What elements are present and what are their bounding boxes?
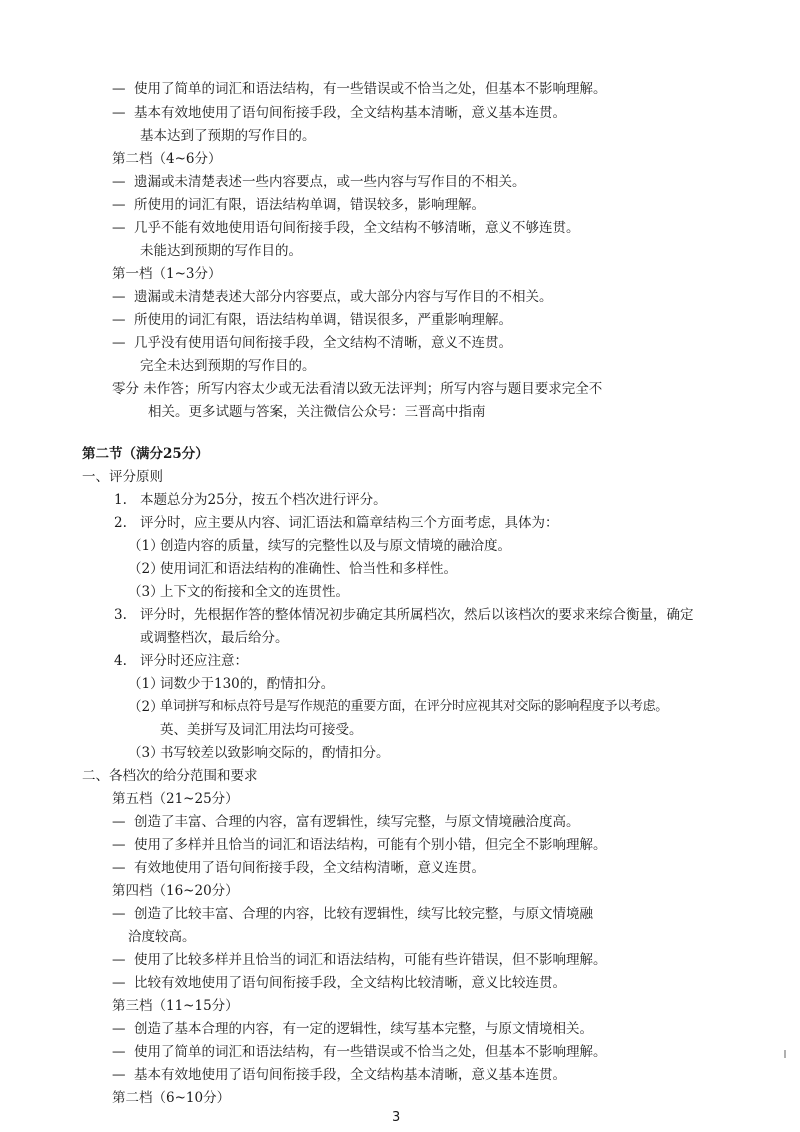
scan-edge-mark xyxy=(784,1050,786,1058)
rule-text: 评分时，应主要从内容、词汇语法和篇章结构三个方面考虑，具体为： xyxy=(140,515,559,531)
sub-item-text: 创造内容的质量，续写的完整性以及与原文情境的融洽度。 xyxy=(160,538,511,554)
rule-text: 评分时还应注意： xyxy=(140,653,248,669)
sub-item-number: （2） xyxy=(128,699,164,715)
bullet-dash: — xyxy=(112,975,126,991)
goal-note: 完全未达到预期的写作目的。 xyxy=(140,358,316,374)
item-number: 2. xyxy=(114,515,127,531)
criterion-line: 创造了基本合理的内容，有一定的逻辑性，续写基本完整，与原文情境相关。 xyxy=(134,1021,593,1037)
bullet-dash: — xyxy=(112,197,126,213)
criterion-line-continued: 洽度较高。 xyxy=(128,929,196,945)
bullet-dash: — xyxy=(112,335,126,351)
level-title: 第二档（6~10分） xyxy=(112,1090,231,1106)
level-title: 第三档（11~15分） xyxy=(112,998,239,1014)
page-number: 3 xyxy=(392,1110,401,1125)
criterion-line: 使用了比较多样并且恰当的词汇和语法结构，可能有些许错误，但不影响理解。 xyxy=(134,952,607,968)
sub-item-number: （1） xyxy=(128,676,164,692)
criterion-line: 遗漏或未清楚表述一些内容要点，或一些内容与写作目的不相关。 xyxy=(134,174,526,190)
zero-score-line: 相关。更多试题与答案，关注微信公众号：三晋高中指南 xyxy=(148,404,486,420)
bullet-dash: — xyxy=(112,312,126,328)
criterion-line: 使用了简单的词汇和语法结构，有一些错误或不恰当之处，但基本不影响理解。 xyxy=(134,81,607,97)
criterion-line: 使用了简单的词汇和语法结构，有一些错误或不恰当之处，但基本不影响理解。 xyxy=(134,1044,607,1060)
sub-item-text: 单词拼写和标点符号是写作规范的重要方面，在评分时应视其对交际的影响程度予以考虑。 xyxy=(160,699,669,714)
criterion-line: 使用了多样并且恰当的词汇和语法结构，可能有个别小错，但完全不影响理解。 xyxy=(134,837,607,853)
criterion-line: 基本有效地使用了语句间衔接手段，全文结构基本清晰，意义基本连贯。 xyxy=(134,1067,566,1083)
sub-item-text: 上下文的衔接和全文的连贯性。 xyxy=(160,584,349,600)
item-number: 1. xyxy=(114,492,127,508)
criterion-line: 遗漏或未清楚表述大部分内容要点，或大部分内容与写作目的不相关。 xyxy=(134,289,553,305)
rule-text-continued: 或调整档次，最后给分。 xyxy=(140,630,289,646)
sub-item-number: （1） xyxy=(128,538,164,554)
criterion-line: 基本有效地使用了语句间衔接手段，全文结构基本清晰，意义基本连贯。 xyxy=(134,105,566,121)
bullet-dash: — xyxy=(112,952,126,968)
bullet-dash: — xyxy=(112,220,126,236)
sub-item-text: 使用词汇和语法结构的准确性、恰当性和多样性。 xyxy=(160,561,457,577)
bullet-dash: — xyxy=(112,814,126,830)
bullet-dash: — xyxy=(112,860,126,876)
sub-item-text-continued: 英、美拼写及词汇用法均可接受。 xyxy=(160,722,363,738)
level-title: 第二档（4~6分） xyxy=(112,151,222,167)
criterion-line: 比较有效地使用了语句间衔接手段，全文结构比较清晰，意义比较连贯。 xyxy=(134,975,566,991)
zero-score-line: 零分 未作答；所写内容太少或无法看清以致无法评判；所写内容与题目要求完全不 xyxy=(112,381,603,397)
bullet-dash: — xyxy=(112,289,126,305)
section-heading: 二、各档次的给分范围和要求 xyxy=(82,768,258,784)
section-heading: 一、评分原则 xyxy=(82,469,163,485)
goal-note: 未能达到预期的写作目的。 xyxy=(140,243,302,259)
criterion-line: 所使用的词汇有限，语法结构单调，错误较多，影响理解。 xyxy=(134,197,485,213)
level-title: 第五档（21~25分） xyxy=(112,791,239,807)
sub-item-text: 书写较差以致影响交际的，酌情扣分。 xyxy=(160,745,390,761)
sub-item-text: 词数少于130的，酌情扣分。 xyxy=(160,676,335,692)
bullet-dash: — xyxy=(112,906,126,922)
rule-text: 本题总分为25分，按五个档次进行评分。 xyxy=(140,492,387,508)
rule-text: 评分时，先根据作答的整体情况初步确定其所属档次，然后以该档次的要求来综合衡量，确定 xyxy=(140,607,694,623)
goal-note: 基本达到了预期的写作目的。 xyxy=(140,128,316,144)
bullet-dash: — xyxy=(112,174,126,190)
section-title: 第二节（满分25分） xyxy=(82,446,209,462)
criterion-line: 创造了丰富、合理的内容，富有逻辑性，续写完整，与原文情境融洽度高。 xyxy=(134,814,580,830)
sub-item-number: （2） xyxy=(128,561,164,577)
bullet-dash: — xyxy=(112,1067,126,1083)
bullet-dash: — xyxy=(112,1021,126,1037)
bullet-dash: — xyxy=(112,105,126,121)
sub-item-number: （3） xyxy=(128,745,164,761)
level-title: 第四档（16~20分） xyxy=(112,883,239,899)
bullet-dash: — xyxy=(112,1044,126,1060)
criterion-line: 创造了比较丰富、合理的内容，比较有逻辑性，续写比较完整，与原文情境融 xyxy=(134,906,593,922)
level-title: 第一档（1~3分） xyxy=(112,266,222,282)
criterion-line: 所使用的词汇有限，语法结构单调，错误很多，严重影响理解。 xyxy=(134,312,512,328)
bullet-dash: — xyxy=(112,837,126,853)
sub-item-number: （3） xyxy=(128,584,164,600)
bullet-dash: — xyxy=(112,81,126,97)
criterion-line: 有效地使用了语句间衔接手段，全文结构清晰，意义连贯。 xyxy=(134,860,485,876)
item-number: 4. xyxy=(114,653,127,669)
item-number: 3. xyxy=(114,607,127,623)
criterion-line: 几乎没有使用语句间衔接手段，全文结构不清晰，意义不连贯。 xyxy=(134,335,512,351)
criterion-line: 几乎不能有效地使用语句间衔接手段，全文结构不够清晰，意义不够连贯。 xyxy=(134,220,580,236)
